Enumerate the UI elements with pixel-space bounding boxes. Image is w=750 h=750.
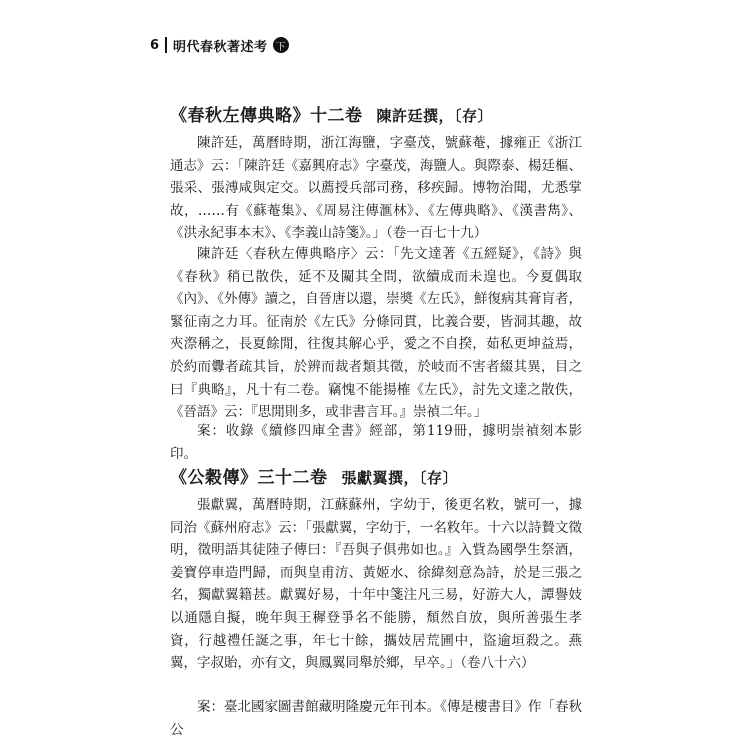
running-title: 明代春秋著述考 [173,39,268,55]
entry-2-paragraph-2: 案：臺北國家圖書館藏明隆慶元年刊本。《傳是樓書目》作「春秋公 [170,699,582,738]
entry-title: 《春秋左傳典略》十二卷 [170,106,363,126]
running-header [150,34,289,56]
volume-badge: 下 [273,37,289,53]
entry-author: 張獻翼撰，〔存〕 [341,469,459,487]
entry-1-paragraph-3: 案：收錄《續修四庫全書》經部，第119冊，據明崇禎刻本影印。 [170,423,582,462]
entry-1-paragraph-2: 陳許廷〈春秋左傳典略序〉云：「先文達著《五經疑》，《詩》與《春秋》稍已散佚，延不及闚其全問，欲續成而未遑也。今夏偶取《內》、《外傳》讀之，自晉唐以還，崇奬《左氏》，鮮復病其膏肓者，緊征南之力耳。征南於《左氏》分條同貫，比義合要，皆洞其趣，故夾漈稱之，長夏餘閒，往復其解心乎，愛之不自揆，茹私更坤益焉，於約而釁者疏其旨，於辨而裁者類其徵，於岐而不害者綴其異，目之曰『典略』，凡十有二卷。竊愧不能揚榷《左氏》，討先文達之散佚，《晉語》云：『思閒則多，或非書言耳。』崇禎二年。」 [170,246,582,421]
entry-heading-2 [170,463,458,488]
entry-2-paragraph-1: 張獻翼，萬曆時期，江蘇蘇州，字幼于，後更名敉，號可一，據同治《蘇州府志》云：「張獻翼，字幼于，一名敉年。十六以詩贄文徵明，徵明語其徒陸子傳曰：『吾與子俱弗如也。』入貲為國學生祭酒，姜寶停車造門歸，而與皇甫汸、黃姬水、徐緯刻意為詩，於是三張之名，獨獻翼籍甚。獻翼好易，十年中箋注凡三易，好游大人，譚譽妓以通隱自擬，晚年與王穉登爭名不能勝，頹然自放，與所善張生孝資，行越禮任誕之事，年七十餘，攜妓居荒圃中，盜逾垣殺之。燕翼，字叔貽，亦有文，與鳳翼同舉於鄉，早卒。」（卷八十六） [170,497,582,672]
entry-1-paragraph-1: 陳許廷，萬曆時期，浙江海鹽，字臺茂，號蘇菴，據雍正《浙江通志》云：「陳許廷《嘉興府志》字臺茂，海鹽人。與際泰、楊廷樞、張采、張溥咸與定交。以薦授兵部司務，移疾歸。博物治聞，尤悉掌故，……有《蘇菴集》、《周易注傳滙林》、《左傳典略》、《漢書雋》、《洪永紀事本末》、《李義山詩箋》。」（卷一百七十九） [170,135,582,242]
header-divider [165,37,167,53]
entry-title: 《公穀傳》三十二卷 [170,468,328,488]
entry-author: 陳許廷撰，〔存〕 [376,107,494,125]
page-number: 6 [150,37,160,53]
entry-heading-1 [170,101,493,126]
